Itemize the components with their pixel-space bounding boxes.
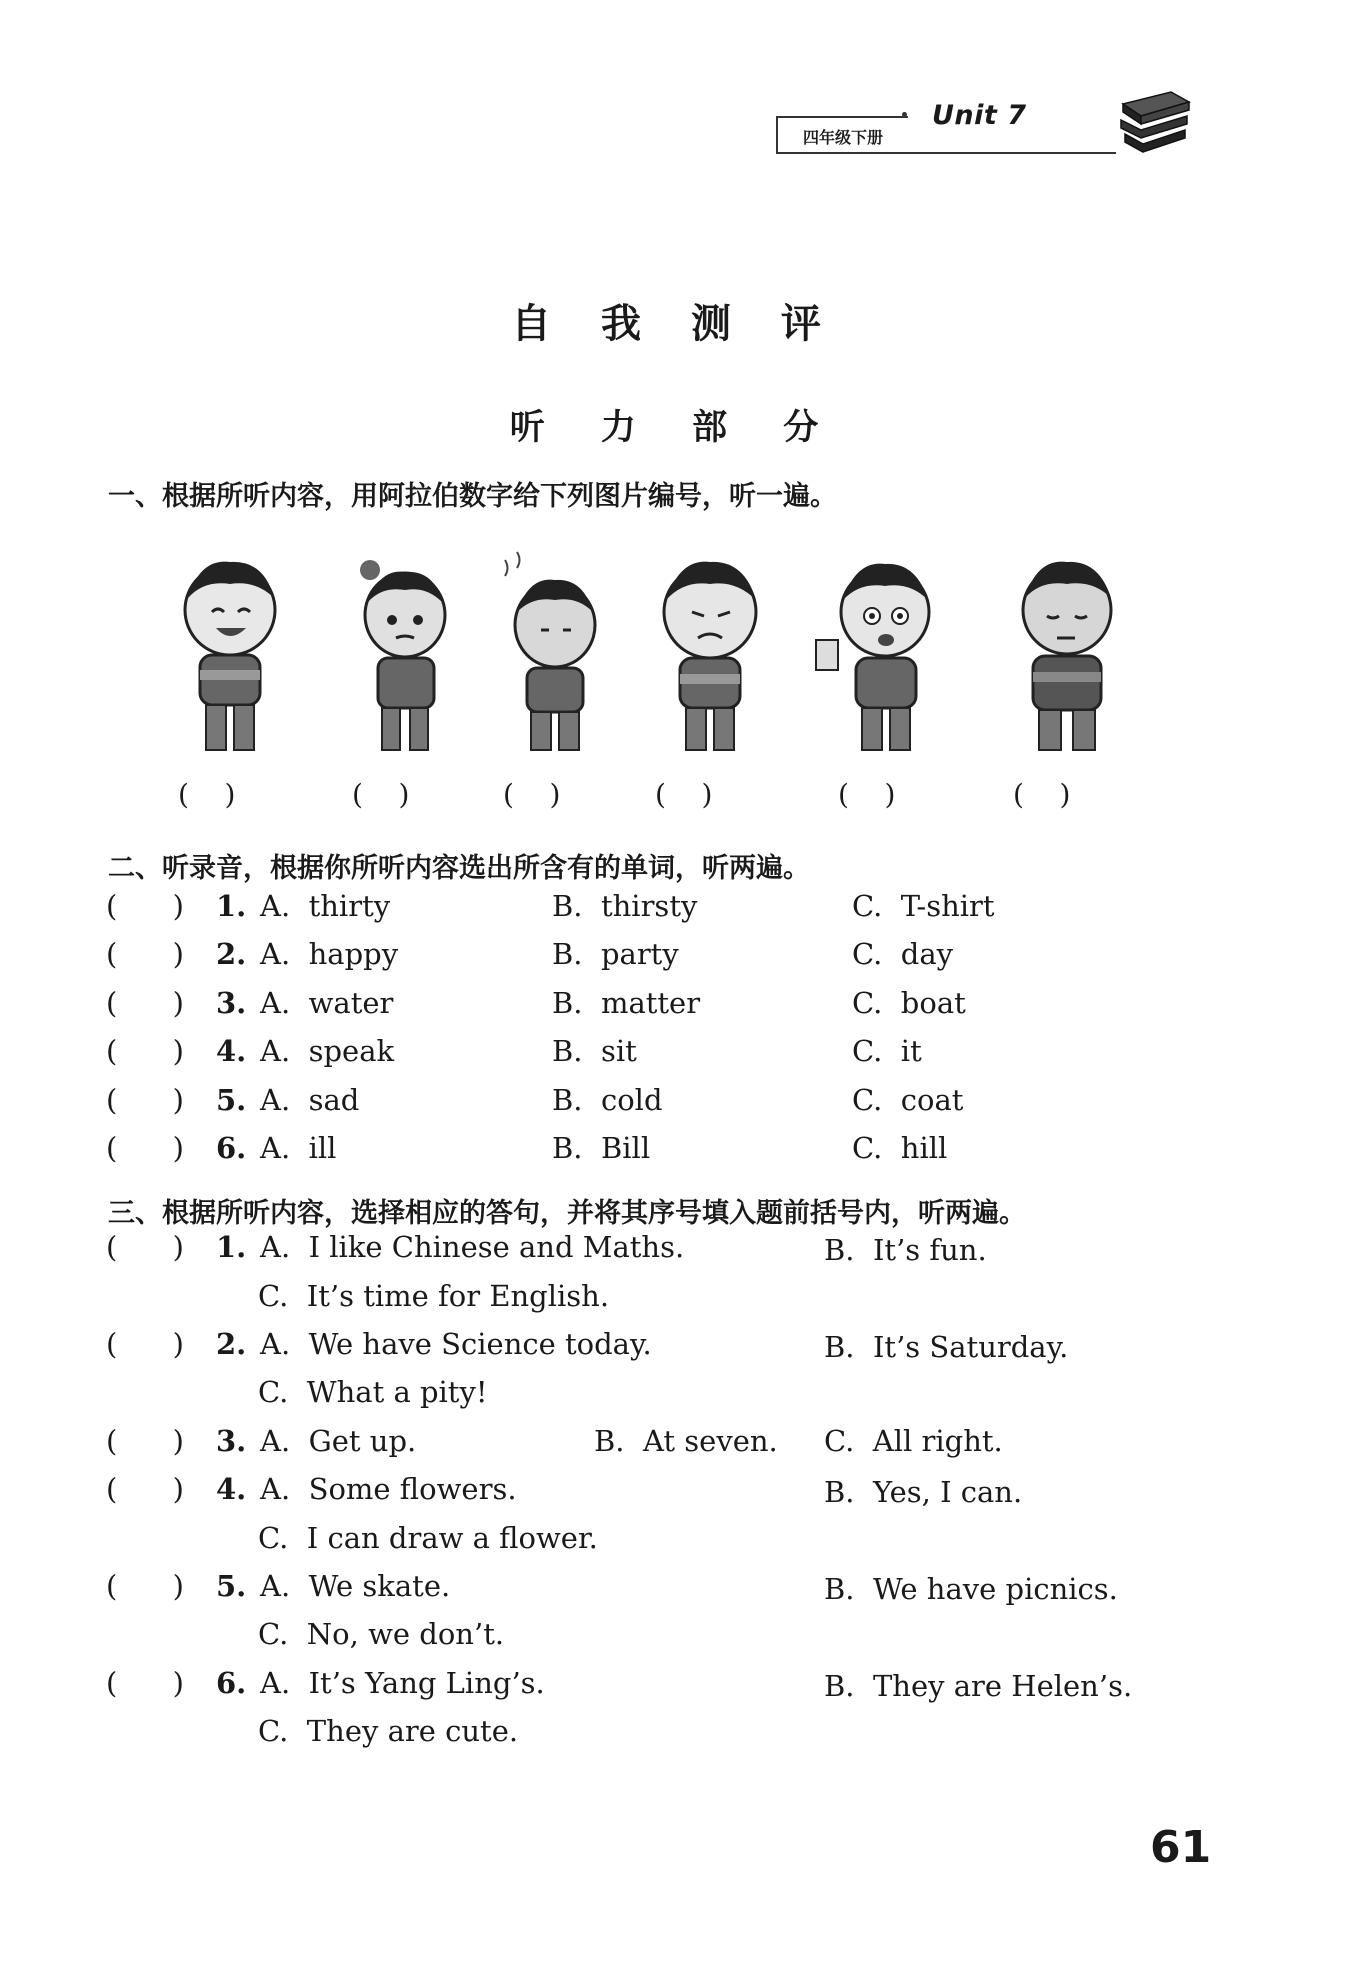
s2-q4-a: A. speak: [260, 1034, 395, 1068]
s3-q6-c: C. They are cute.: [258, 1714, 519, 1748]
s3-q6-b: B. They are Helen’s.: [824, 1669, 1133, 1703]
s2-q5-b: B. cold: [552, 1083, 663, 1117]
figure-answer-1[interactable]: ( ): [178, 778, 236, 811]
s3-q6-a: A. It’s Yang Ling’s.: [260, 1666, 545, 1700]
s3-q2-b: B. It’s Saturday.: [824, 1330, 1069, 1364]
s3-q5-num: 5.: [216, 1569, 247, 1603]
s3-q1-paren[interactable]: ( ): [106, 1230, 184, 1264]
s3-q6-num: 6.: [216, 1666, 247, 1700]
s2-q6-paren[interactable]: ( ): [106, 1131, 184, 1165]
s2-q4-num: 4.: [216, 1034, 247, 1068]
s3-q1-a: A. I like Chinese and Maths.: [260, 1230, 685, 1264]
s2-q4-paren[interactable]: ( ): [106, 1034, 184, 1068]
section3-instruction: 三、根据所听内容，选择相应的答句，并将其序号填入题前括号内，听两遍。: [108, 1198, 1026, 1229]
figure-answer-5[interactable]: ( ): [838, 778, 896, 811]
sad-boy-figure: [640, 540, 780, 760]
s2-q1-c: C. T-shirt: [852, 889, 995, 923]
s2-q3-paren[interactable]: ( ): [106, 986, 184, 1020]
s3-q3-num: 3.: [216, 1424, 247, 1458]
s3-q5-a: A. We skate.: [260, 1569, 451, 1603]
s2-q6-num: 6.: [216, 1131, 247, 1165]
s2-q3-b: B. matter: [552, 986, 701, 1020]
s2-q2-c: C. day: [852, 937, 954, 971]
header-rule: [776, 152, 1116, 154]
s2-q1-a: A. thirty: [260, 889, 391, 923]
s3-q3-a: A. Get up.: [260, 1424, 417, 1458]
s2-q4-c: C. it: [852, 1034, 922, 1068]
s2-q1-paren[interactable]: ( ): [106, 889, 184, 923]
unit-label: Unit 7: [932, 100, 1027, 131]
s2-q2-num: 2.: [216, 937, 247, 971]
s2-q6-a: A. ill: [260, 1131, 337, 1165]
tired-boy-figure: [995, 540, 1135, 760]
s2-q5-paren[interactable]: ( ): [106, 1083, 184, 1117]
s3-q4-c: C. I can draw a flower.: [258, 1521, 598, 1555]
s2-q3-num: 3.: [216, 986, 247, 1020]
thirsty-boy-figure: [810, 540, 950, 760]
s2-q5-c: C. coat: [852, 1083, 964, 1117]
figure-answer-3[interactable]: ( ): [503, 778, 561, 811]
happy-boy-figure: [160, 540, 300, 760]
s3-q2-paren[interactable]: ( ): [106, 1327, 184, 1361]
section2-instruction: 二、听录音，根据你所听内容选出所含有的单词，听两遍。: [108, 853, 810, 884]
s3-q3-paren[interactable]: ( ): [106, 1424, 184, 1458]
s3-q2-num: 2.: [216, 1327, 247, 1361]
s2-q1-num: 1.: [216, 889, 247, 923]
s3-q5-paren[interactable]: ( ): [106, 1569, 184, 1603]
s2-q2-b: B. party: [552, 937, 679, 971]
s2-q4-b: B. sit: [552, 1034, 637, 1068]
s3-q4-num: 4.: [216, 1472, 247, 1506]
s3-q1-b: B. It’s fun.: [824, 1233, 987, 1267]
figure-answer-6[interactable]: ( ): [1013, 778, 1071, 811]
s2-q5-a: A. sad: [260, 1083, 360, 1117]
s3-q5-c: C. No, we don’t.: [258, 1617, 505, 1651]
s3-q4-paren[interactable]: ( ): [106, 1472, 184, 1506]
sick-boy-figure: [330, 540, 470, 760]
s3-q2-a: A. We have Science today.: [260, 1327, 652, 1361]
s3-q1-num: 1.: [216, 1230, 247, 1264]
figure-answer-2[interactable]: ( ): [352, 778, 410, 811]
figures-strip: [160, 540, 1160, 760]
s3-q2-c: C. What a pity!: [258, 1375, 488, 1409]
s3-q3-c: C. All right.: [824, 1424, 1003, 1458]
s3-q5-b: B. We have picnics.: [824, 1572, 1118, 1606]
s3-q4-a: A. Some flowers.: [260, 1472, 517, 1506]
grade-label: 四年级下册: [776, 116, 908, 154]
figure-answer-4[interactable]: ( ): [655, 778, 713, 811]
page-number: 61: [1150, 1822, 1212, 1873]
books-icon: [1115, 86, 1195, 156]
s2-q6-b: B. Bill: [552, 1131, 651, 1165]
s2-q2-paren[interactable]: ( ): [106, 937, 184, 971]
s3-q6-paren[interactable]: ( ): [106, 1666, 184, 1700]
s3-q4-b: B. Yes, I can.: [824, 1475, 1023, 1509]
s3-q1-c: C. It’s time for English.: [258, 1279, 610, 1313]
s2-q5-num: 5.: [216, 1083, 247, 1117]
cold-boy-figure: [485, 540, 625, 760]
s3-q3-b: B. At seven.: [594, 1424, 778, 1458]
page-title: 自 我 测 评: [511, 301, 839, 347]
s2-q3-c: C. boat: [852, 986, 966, 1020]
page-subtitle: 听 力 部 分: [509, 408, 841, 448]
section1-instruction: 一、根据所听内容，用阿拉伯数字给下列图片编号，听一遍。: [108, 481, 837, 512]
s2-q2-a: A. happy: [260, 937, 399, 971]
s2-q6-c: C. hill: [852, 1131, 948, 1165]
s2-q3-a: A. water: [260, 986, 394, 1020]
s2-q1-b: B. thirsty: [552, 889, 698, 923]
